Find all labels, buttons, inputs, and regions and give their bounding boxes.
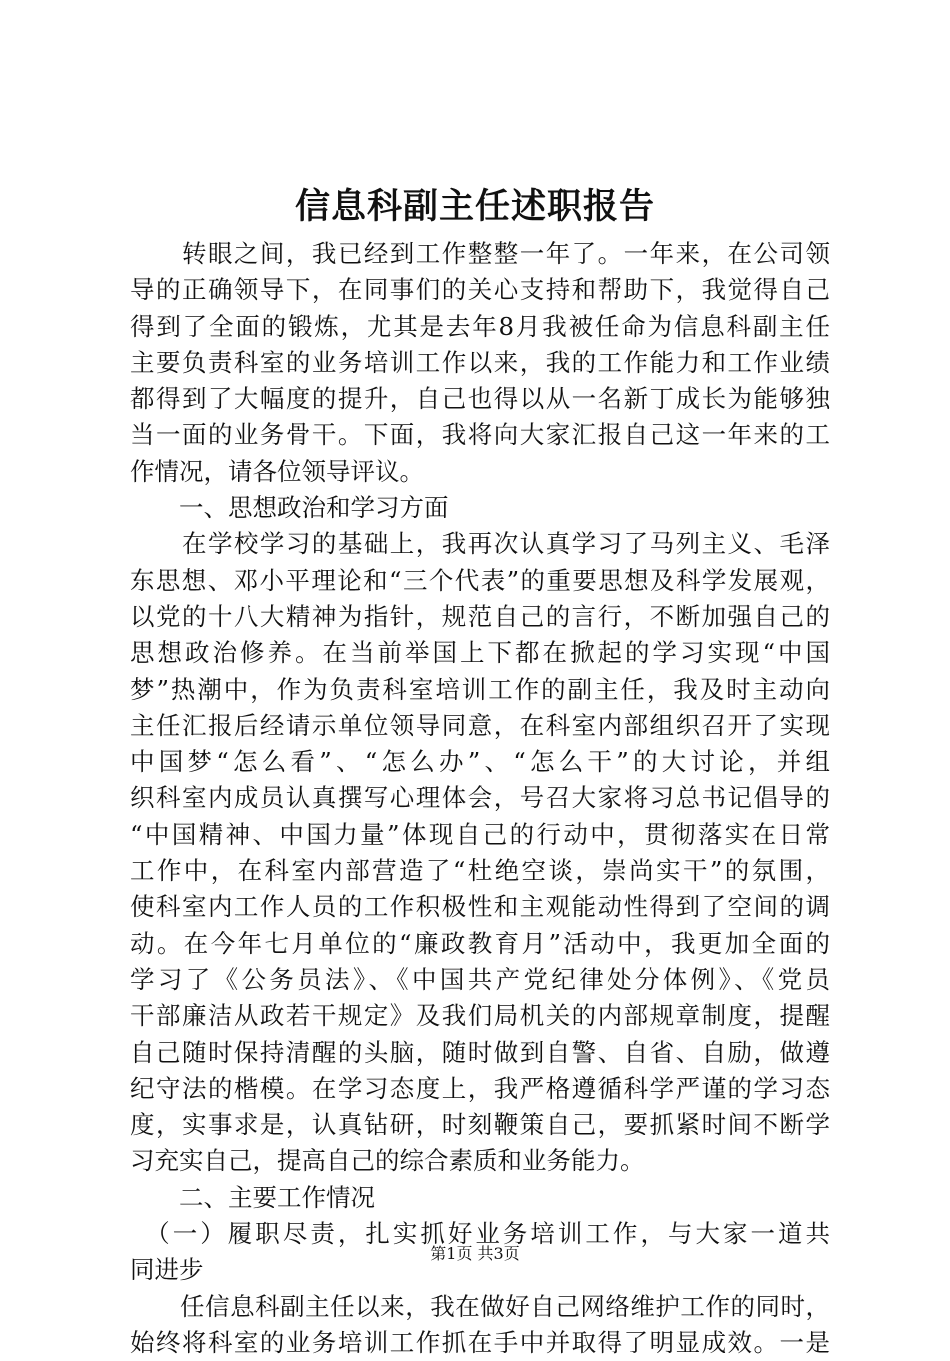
body-line: 都得到了大幅度的提升，自己也得以从一名新丁成长为能够独 bbox=[130, 384, 830, 414]
body-line: 转眼之间，我已经到工作整整一年了。一年来，在公司领 bbox=[130, 239, 830, 268]
body-line: 中国梦“怎么看”、“怎么办”、“怎么干”的大讨论，并组 bbox=[130, 747, 830, 777]
body-line: 织科室内成员认真撰写心理体会，号召大家将习总书记倡导的 bbox=[130, 783, 830, 813]
body-line: 在学校学习的基础上，我再次认真学习了马列主义、毛泽 bbox=[130, 529, 830, 559]
body-line: 梦”热潮中，作为负责科室培训工作的副主任，我及时主动向 bbox=[130, 674, 830, 704]
body-line: 使科室内工作人员的工作积极性和主观能动性得到了空间的调 bbox=[130, 892, 830, 922]
body-line: 干部廉洁从政若干规定》及我们局机关的内部规章制度，提醒 bbox=[130, 1001, 830, 1031]
body-line: 东思想、邓小平理论和“三个代表”的重要思想及科学发展观， bbox=[130, 565, 830, 595]
body-line: 任信息科副主任以来，我在做好自己网络维护工作的同时， bbox=[130, 1291, 830, 1321]
body-line: 始终将科室的业务培训工作抓在手中并取得了明显成效。一是 bbox=[130, 1327, 830, 1357]
body-line: （一）履职尽责，扎实抓好业务培训工作，与大家一道共 bbox=[130, 1219, 830, 1249]
body-line: 主任汇报后经请示单位领导同意，在科室内部组织召开了实现 bbox=[130, 710, 830, 740]
page-footer: 第1页 共3页 bbox=[430, 1244, 520, 1263]
body-line: 当一面的业务骨干。下面，我将向大家汇报自己这一年来的工 bbox=[130, 420, 830, 450]
body-line: 二、主要工作情况 bbox=[130, 1182, 375, 1212]
body-line: 度，实事求是，认真钻研，时刻鞭策自己，要抓紧时间不断学 bbox=[130, 1110, 830, 1140]
body-line: 导的正确领导下，在同事们的关心支持和帮助下，我觉得自己 bbox=[130, 275, 830, 305]
body-line: 纪守法的楷模。在学习态度上，我严格遵循科学严谨的学习态 bbox=[130, 1073, 830, 1103]
body-line: 一、思想政治和学习方面 bbox=[130, 493, 449, 523]
body-line: 思想政治修养。在当前举国上下都在掀起的学习实现“中国 bbox=[130, 638, 830, 668]
body-line: “中国精神、中国力量”体现自己的行动中，贯彻落实在日常 bbox=[130, 819, 830, 849]
body-line: 同进步 bbox=[130, 1255, 204, 1285]
document-body bbox=[130, 236, 830, 1361]
body-line: 自己随时保持清醒的头脑，随时做到自警、自省、自励，做遵 bbox=[130, 1037, 830, 1067]
body-line: 作情况，请各位领导评议。 bbox=[130, 456, 424, 486]
body-line: 以党的十八大精神为指针，规范自己的言行，不断加强自己的 bbox=[130, 601, 830, 631]
document-title: 信息科副主任述职报告 bbox=[294, 186, 655, 227]
body-line: 动。在今年七月单位的“廉政教育月”活动中，我更加全面的 bbox=[130, 928, 830, 958]
body-line: 工作中，在科室内部营造了“杜绝空谈，崇尚实干”的氛围， bbox=[130, 856, 830, 886]
body-line: 学习了《公务员法》、《中国共产党纪律处分体例》、《党员 bbox=[130, 964, 830, 994]
body-line: 习充实自己，提高自己的综合素质和业务能力。 bbox=[130, 1146, 645, 1176]
body-line: 得到了全面的锻炼，尤其是去年8月我被任命为信息科副主任 bbox=[130, 311, 830, 341]
body-line: 主要负责科室的业务培训工作以来，我的工作能力和工作业绩 bbox=[130, 347, 830, 377]
